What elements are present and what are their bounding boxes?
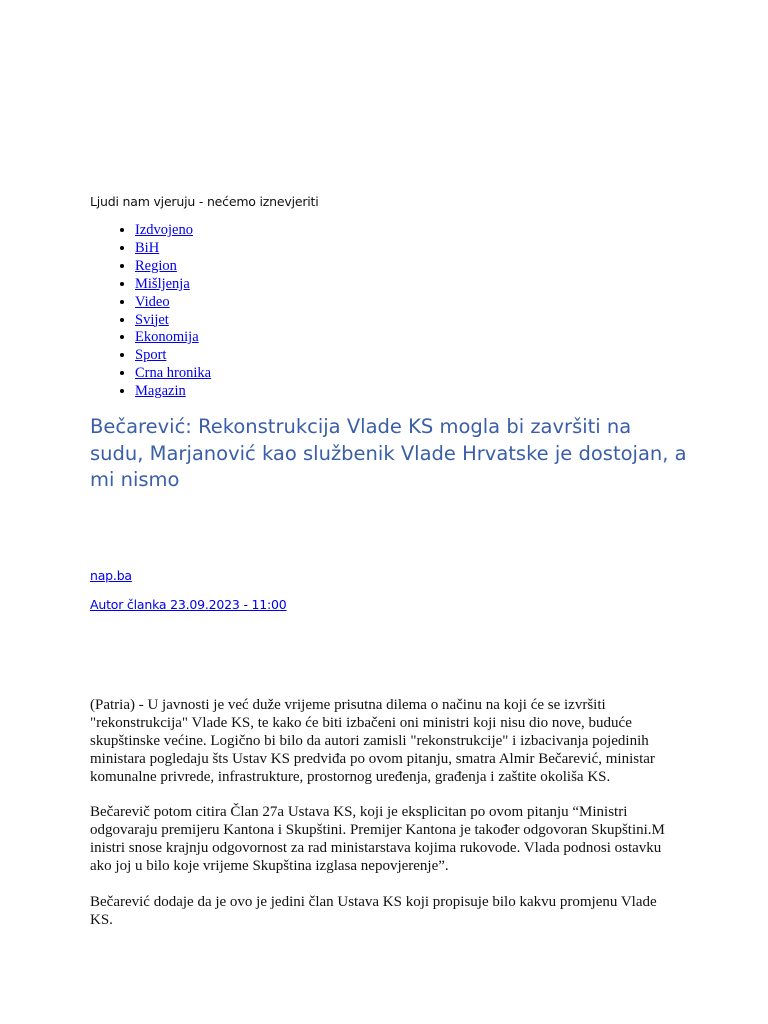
nav-item-video [135,294,211,312]
nav-link-izdvojeno[interactable]: Izdvojeno [135,222,193,238]
article-title: Bečarević: Rekonstrukcija Vlade KS mogla bi završiti na sudu, Marjanović kao službenik Vlade Hrvatske je dostojan, a mi nismo [90,415,687,491]
nav-item-crna-hronika [135,365,211,383]
nav-link-region[interactable]: Region [135,257,177,274]
nav-link-magazin[interactable]: Magazin [135,383,186,400]
nav-link-bih[interactable]: BiH [135,239,160,256]
article-source-link[interactable]: nap.ba [90,568,132,583]
nav-item-svijet [135,312,211,330]
article-body [90,697,675,948]
nav-link-sport[interactable]: Sport [135,347,167,364]
nav-item-misljenja [135,276,211,294]
article-paragraph: Bečarevič potom citira Član 27a Ustava KS, koji je eksplicitan po ovom pitanju “Ministri odgovaraju premijeru Kantona i Skupštini. Premijer Kantona je također odgovoran Skupštini.M inistri snose krajnju odgovornost za rad ministarstava kojima rukovode. Vlada podnosi ostavku ako joj u bilo koje vrijeme Skupština izglasa nepovjerenje”. [90,804,665,875]
nav-item-magazin [135,383,211,401]
nav-link-ekonomija[interactable]: Ekonomija [135,329,199,346]
nav-link-video[interactable]: Video [135,293,170,310]
nav-item-bih [135,240,211,258]
main-nav [90,222,211,401]
nav-link-svijet[interactable]: Svijet [135,311,169,328]
nav-item-ekonomija [135,329,211,347]
article-paragraph: Bečarević dodaje da je ovo je jedini član Ustava KS koji propisuje bilo kakvu promjenu Vlade KS. [90,893,657,928]
nav-item-sport [135,347,211,365]
nav-item-izdvojeno [135,222,211,240]
article-paragraph: (Patria) - U javnosti je već duže vrijeme prisutna dilema o načinu na koji će se izvršiti "rekonstrukcija" Vlade KS, te kako će biti izbačeni oni ministri koji nisu dio nove, buduće skupštinske većine. Logično bi bilo da autori zamisli "rekonstrukcije" i izbacivanja pojedinih ministara pogledaju šts Ustav KS predviđa po ovom pitanju, smatra Almir Bečarević, ministar komunalne privrede, infrastrukture, prostornog uređenja, građenja i zaštite okoliša KS. [90,697,655,785]
nav-link-misljenja[interactable]: Mišljenja [135,275,190,292]
site-tagline: Ljudi nam vjeruju - nećemo iznevjeriti [90,194,319,209]
article-author-link[interactable]: Autor članka 23.09.2023 - 11:00 [90,597,287,612]
nav-item-region [135,258,211,276]
nav-link-crna-hronika[interactable]: Crna hronika [135,365,212,382]
